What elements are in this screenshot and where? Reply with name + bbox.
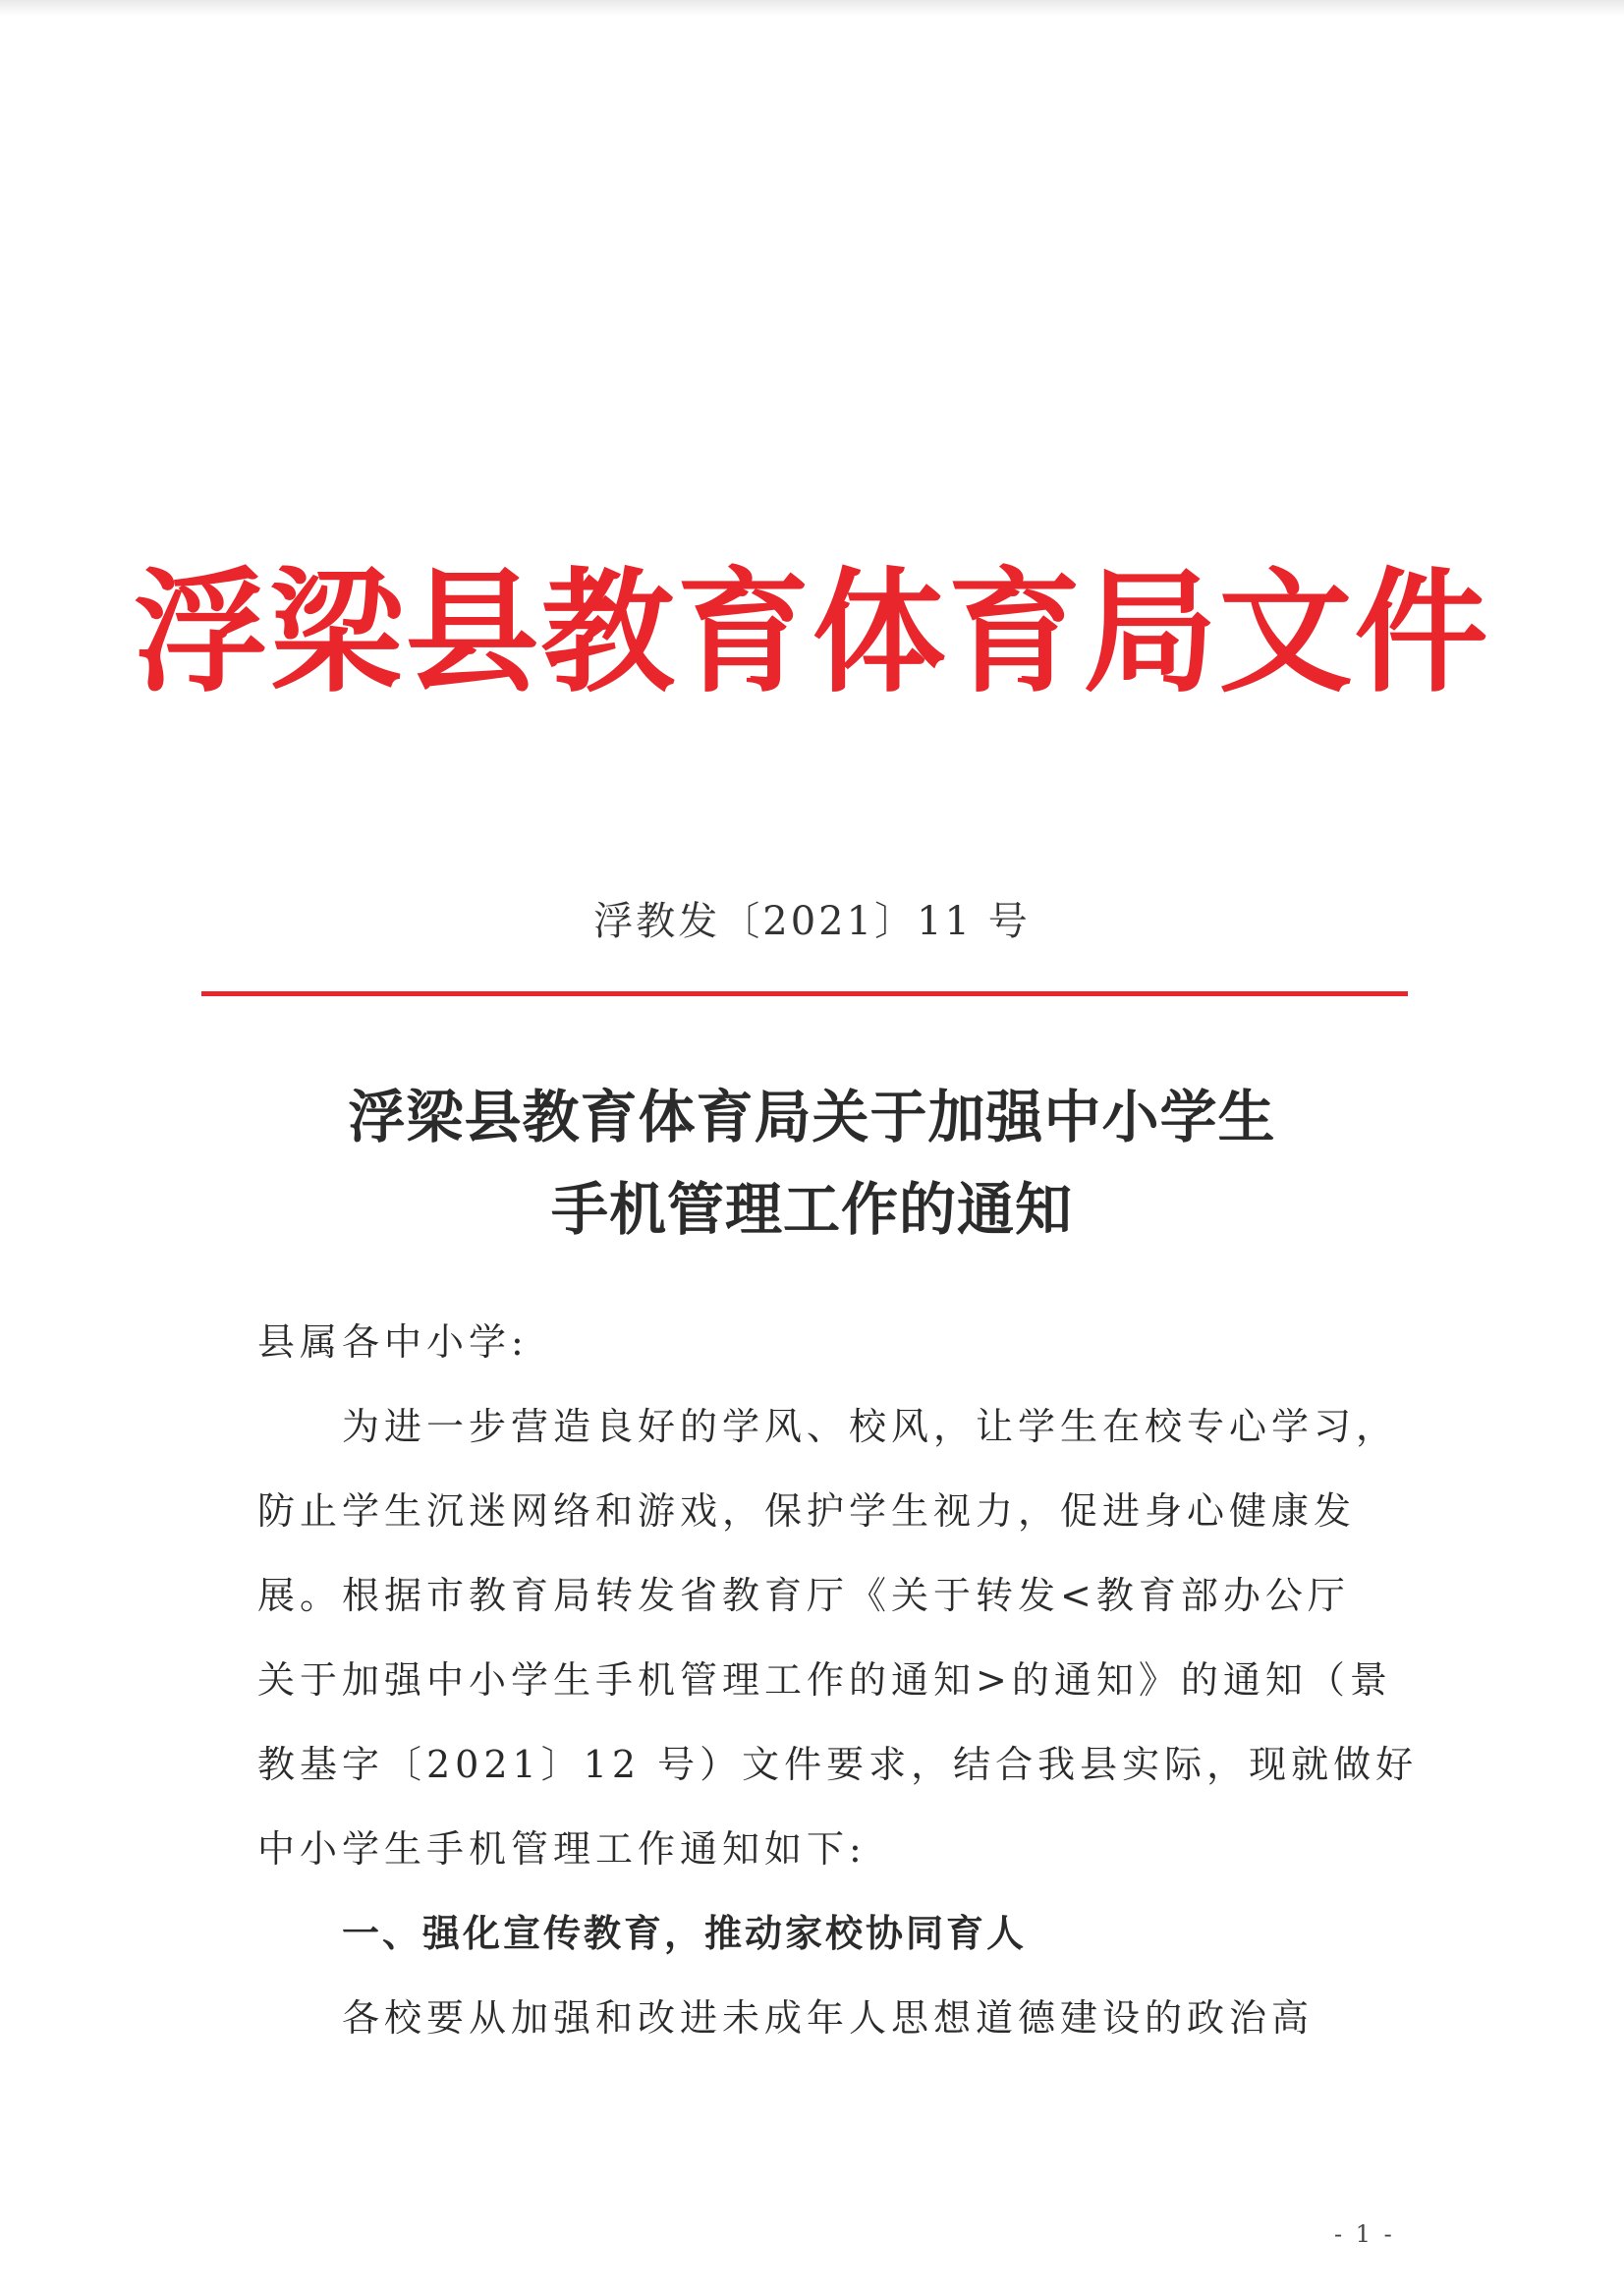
paragraph-line: 防止学生沉迷网络和游戏，保护学生视力，促进身心健康发 bbox=[257, 1489, 1357, 1533]
document-title bbox=[0, 1071, 1624, 1256]
document-number: 浮教发〔2021〕11 号 bbox=[593, 899, 1031, 944]
paragraph-line: 中小学生手机管理工作通知如下: bbox=[257, 1827, 867, 1871]
red-divider-line bbox=[201, 991, 1408, 996]
document-title-line-2: 手机管理工作的通知 bbox=[550, 1176, 1073, 1243]
document-title-line-1: 浮梁县教育体育局关于加强中小学生 bbox=[348, 1084, 1276, 1150]
masthead-title: 浮梁县教育体育局文件 bbox=[134, 556, 1490, 711]
section-heading: 一、强化宣传教育，推动家校协同育人 bbox=[342, 1912, 1028, 1955]
paragraph-line: 为进一步营造良好的学风、校风，让学生在校专心学习， bbox=[342, 1405, 1399, 1448]
paragraph-line: 各校要从加强和改进未成年人思想道德建设的政治高 bbox=[342, 1996, 1315, 2040]
document-body bbox=[257, 1300, 1419, 2060]
paragraph-line: 关于加强中小学生手机管理工作的通知>的通知》的通知（景 bbox=[257, 1658, 1392, 1702]
scan-edge bbox=[0, 0, 1624, 16]
page-number: - 1 - bbox=[1334, 2220, 1395, 2248]
paragraph-line: 教基字〔2021〕12 号）文件要求，结合我县实际，现就做好 bbox=[257, 1743, 1419, 1786]
addressee: 县属各中小学: bbox=[257, 1320, 529, 1364]
paragraph-line: 展。根据市教育局转发省教育厅《关于转发<教育部办公厅 bbox=[257, 1574, 1350, 1617]
